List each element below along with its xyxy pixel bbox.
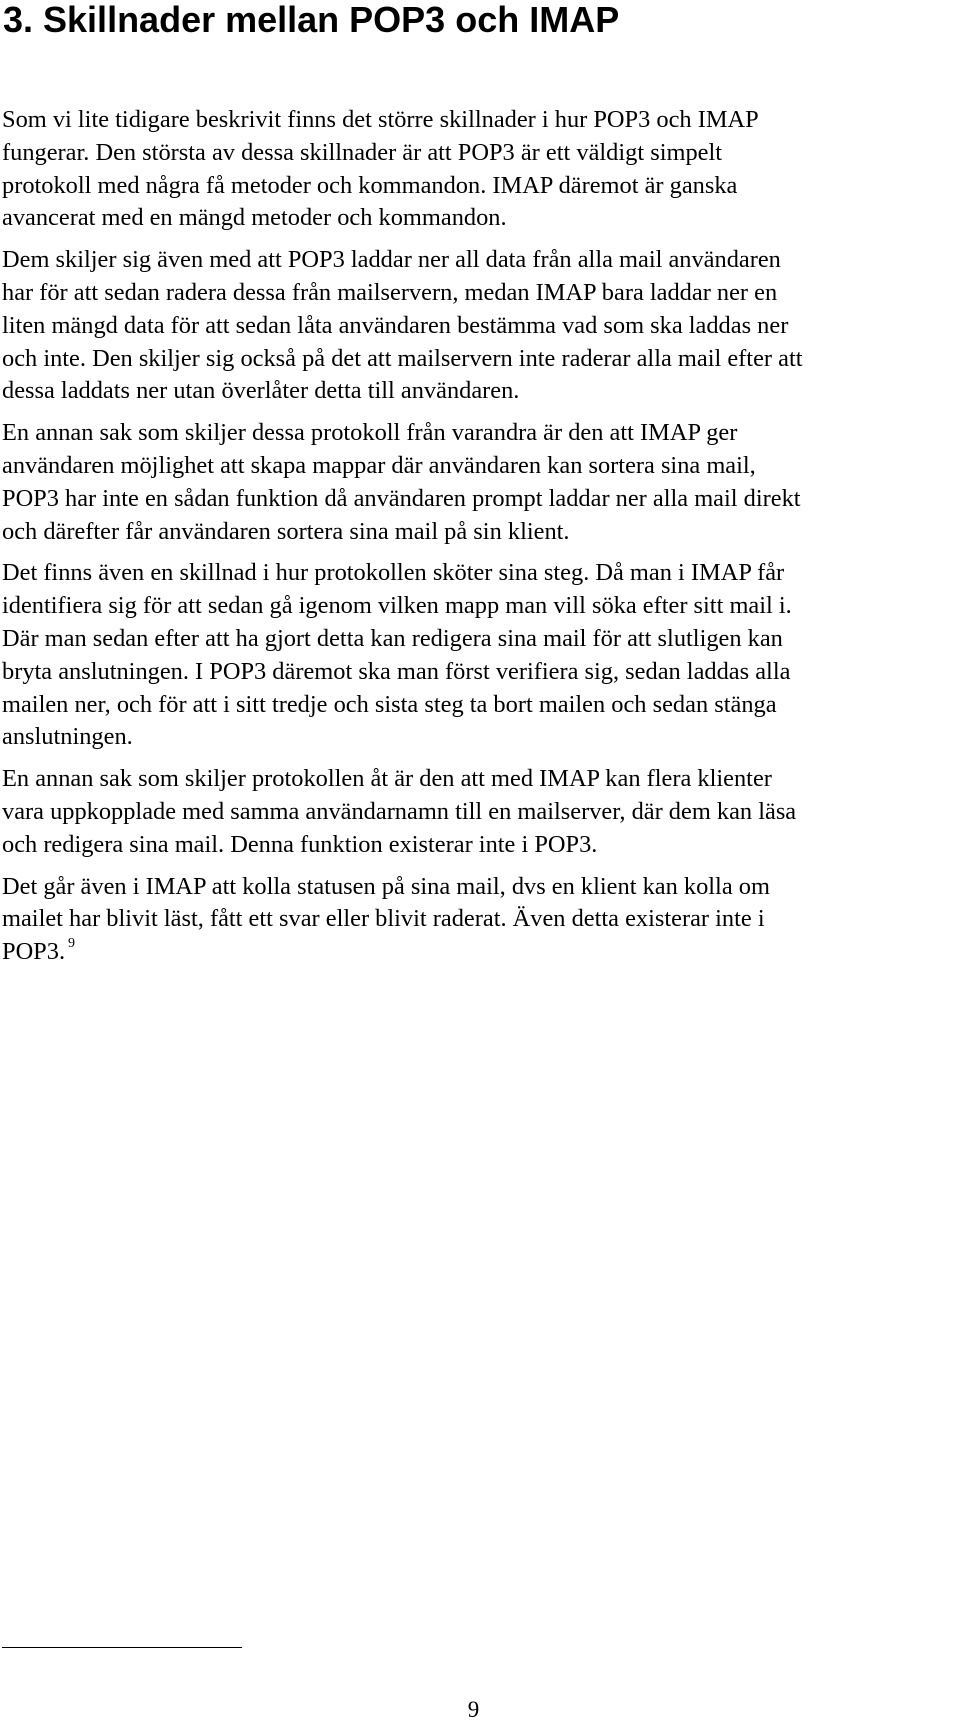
paragraph-1 [2, 104, 947, 235]
paragraph-line: mailen ner, och för att i sitt tredje och sista steg ta bort mailen och sedan stänga [2, 690, 777, 718]
paragraph-5 [2, 763, 947, 861]
footnote-separator [2, 1647, 242, 1648]
paragraph-line: användaren möjlighet att skapa mappar där användaren kan sortera sina mail, [2, 451, 756, 479]
paragraph-line: POP3 har inte en sådan funktion då användaren prompt laddar ner alla mail direkt [2, 484, 801, 512]
paragraph-line: Som vi lite tidigare beskrivit finns det större skillnader i hur POP3 och IMAP [2, 106, 759, 133]
paragraph-line: vara uppkopplade med samma användarnamn till en mailserver, där dem kan läsa [2, 797, 797, 825]
footnote-reference[interactable]: 9 [68, 936, 76, 952]
paragraph-2 [2, 244, 947, 408]
paragraph-line: Där man sedan efter att ha gjort detta kan redigera sina mail för att slutligen kan [2, 624, 783, 652]
paragraph-3 [2, 417, 947, 548]
paragraph-line: avancerat med en mängd metoder och kommandon. [2, 204, 507, 232]
paragraph-line: Det går även i IMAP att kolla statusen på sina mail, dvs en klient kan kolla om [2, 872, 770, 900]
paragraph-line: En annan sak som skiljer protokollen åt är den att med IMAP kan flera klienter [2, 765, 772, 793]
paragraph-line: dessa laddats ner utan överlåter detta till användaren. [2, 377, 520, 405]
paragraph-line: protokoll med några få metoder och kommandon. IMAP däremot är ganska [2, 171, 738, 199]
paragraph-6 [2, 871, 947, 969]
paragraph-line: har för att sedan radera dessa från mailservern, medan IMAP bara laddar ner en [2, 278, 778, 306]
section-heading: 3. Skillnader mellan POP3 och IMAP [3, 0, 620, 40]
paragraph-4 [2, 557, 947, 754]
paragraph-line: POP3. [2, 938, 66, 966]
paragraph-line: och redigera sina mail. Denna funktion existerar inte i POP3. [2, 830, 598, 858]
paragraph-line: Dem skiljer sig även med att POP3 laddar ner all data från alla mail användaren [2, 246, 781, 274]
paragraph-line: En annan sak som skiljer dessa protokoll från varandra är den att IMAP ger [2, 419, 738, 447]
paragraph-line: och därefter får användaren sortera sina mail på sin klient. [2, 517, 570, 545]
body-text [2, 104, 947, 978]
paragraph-line: och inte. Den skiljer sig också på det att mailservern inte raderar alla mail efter att [2, 344, 803, 372]
paragraph-line: Det finns även en skillnad i hur protokollen sköter sina steg. Då man i IMAP får [2, 559, 785, 587]
paragraph-line: identifiera sig för att sedan gå igenom vilken mapp man vill söka efter sitt mail i. [2, 592, 792, 620]
paragraph-line: fungerar. Den största av dessa skillnader är att POP3 är ett väldigt simpelt [2, 138, 723, 166]
paragraph-last-line [2, 936, 947, 969]
paragraph-line: bryta anslutningen. I POP3 däremot ska man först verifiera sig, sedan laddas alla [2, 657, 791, 685]
page-number: 9 [467, 1697, 480, 1722]
paragraph-line: mailet har blivit läst, fått ett svar eller blivit raderat. Även detta existerar inte i [2, 905, 765, 933]
paragraph-line: anslutningen. [2, 723, 133, 751]
paragraph-line: liten mängd data för att sedan låta användaren bestämma vad som ska laddas ner [2, 311, 789, 339]
